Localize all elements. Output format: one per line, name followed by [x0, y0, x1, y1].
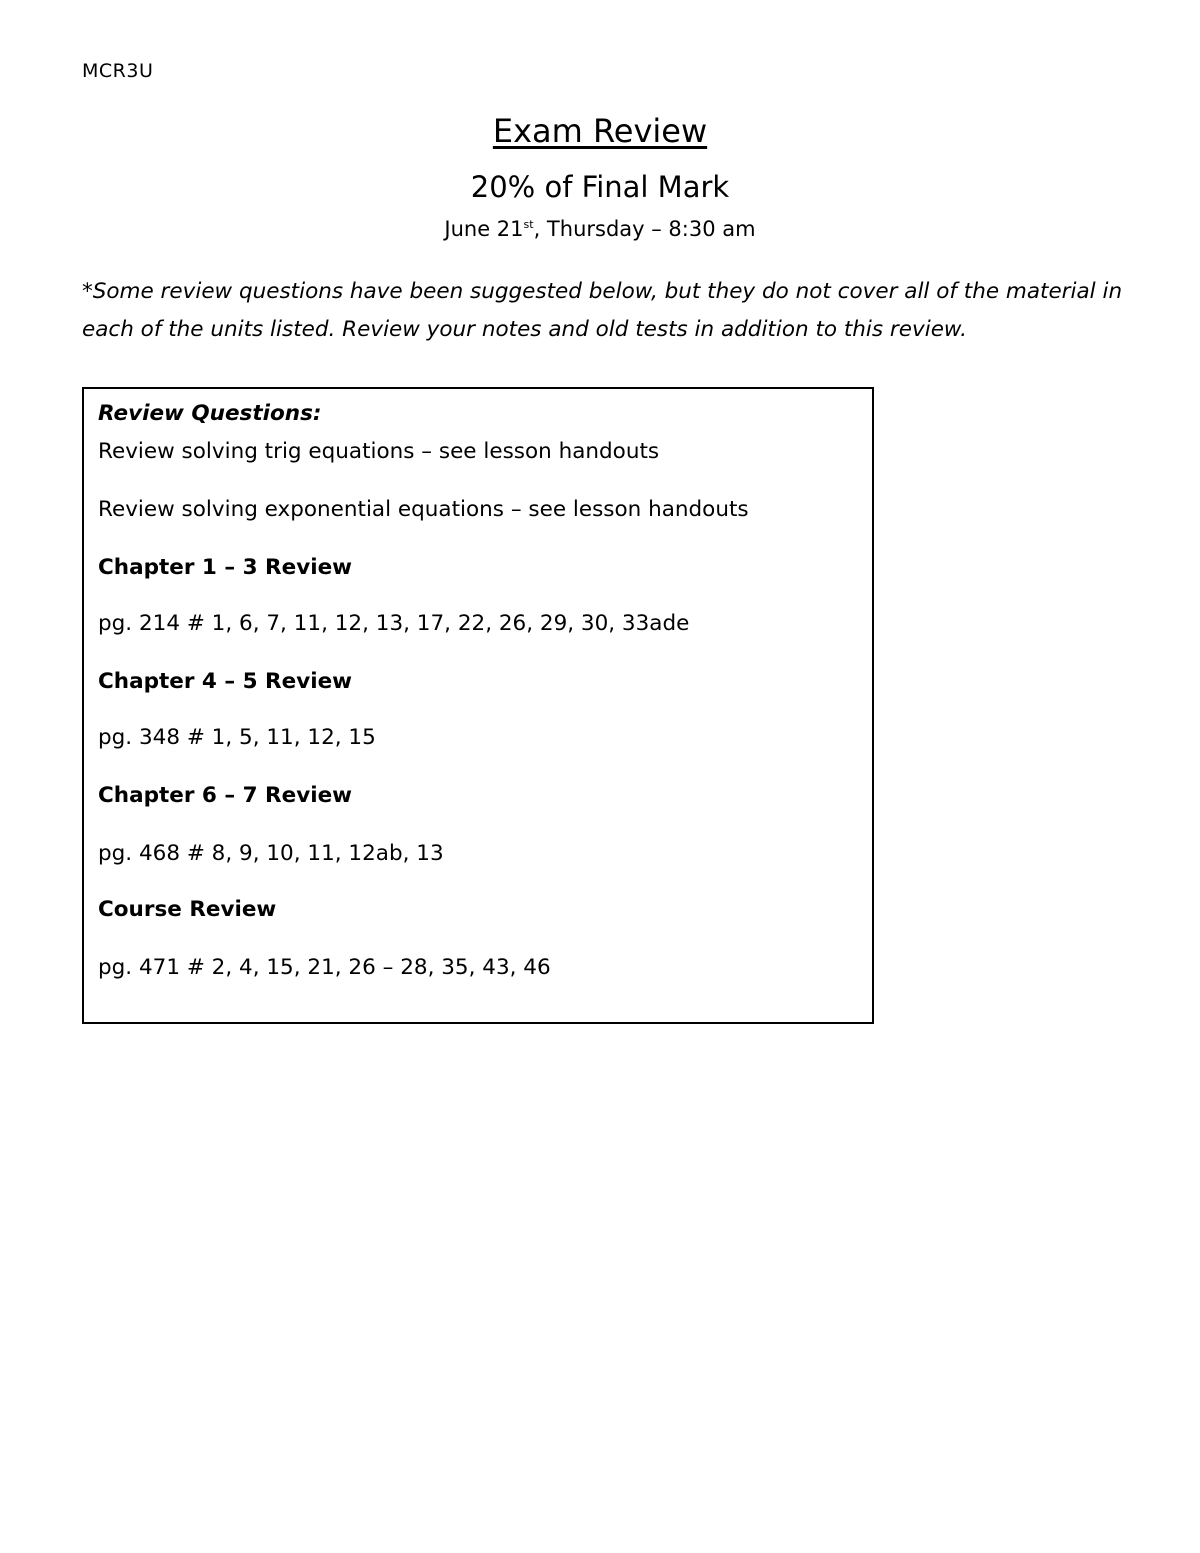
exam-date-ordinal: st — [523, 218, 534, 231]
page-title: Exam Review — [492, 112, 708, 150]
exam-date — [0, 217, 1200, 241]
chapter-6-7-questions: pg. 468 # 8, 9, 10, 11, 12ab, 13 — [98, 841, 444, 866]
course-code: MCR3U — [82, 60, 154, 82]
review-note: *Some review questions have been suggested below, but they do not cover all of the material in each of the units listed. Review your notes and old tests in addition to this review. — [82, 279, 1123, 342]
course-review-questions: pg. 471 # 2, 4, 15, 21, 26 – 28, 35, 43, 46 — [98, 955, 551, 980]
chapter-6-7-heading: Chapter 6 – 7 Review — [98, 783, 353, 808]
review-questions-box — [82, 387, 874, 1024]
chapter-4-5-questions: pg. 348 # 1, 5, 11, 12, 15 — [98, 725, 376, 750]
exam-weight: 20% of Final Mark — [470, 170, 730, 204]
trig-review-line: Review solving trig equations – see lesson handouts — [98, 439, 660, 464]
course-review-heading: Course Review — [98, 897, 277, 922]
exam-date-suffix: , Thursday – 8:30 am — [533, 217, 756, 241]
exam-date-prefix: June 21 — [444, 217, 524, 241]
chapter-1-3-questions: pg. 214 # 1, 6, 7, 11, 12, 13, 17, 22, 26, 29, 30, 33ade — [98, 611, 690, 636]
chapter-1-3-heading: Chapter 1 – 3 Review — [98, 555, 353, 580]
review-questions-heading: Review Questions: — [98, 401, 322, 426]
exponential-review-line: Review solving exponential equations – see lesson handouts — [98, 497, 749, 522]
chapter-4-5-heading: Chapter 4 – 5 Review — [98, 669, 353, 694]
